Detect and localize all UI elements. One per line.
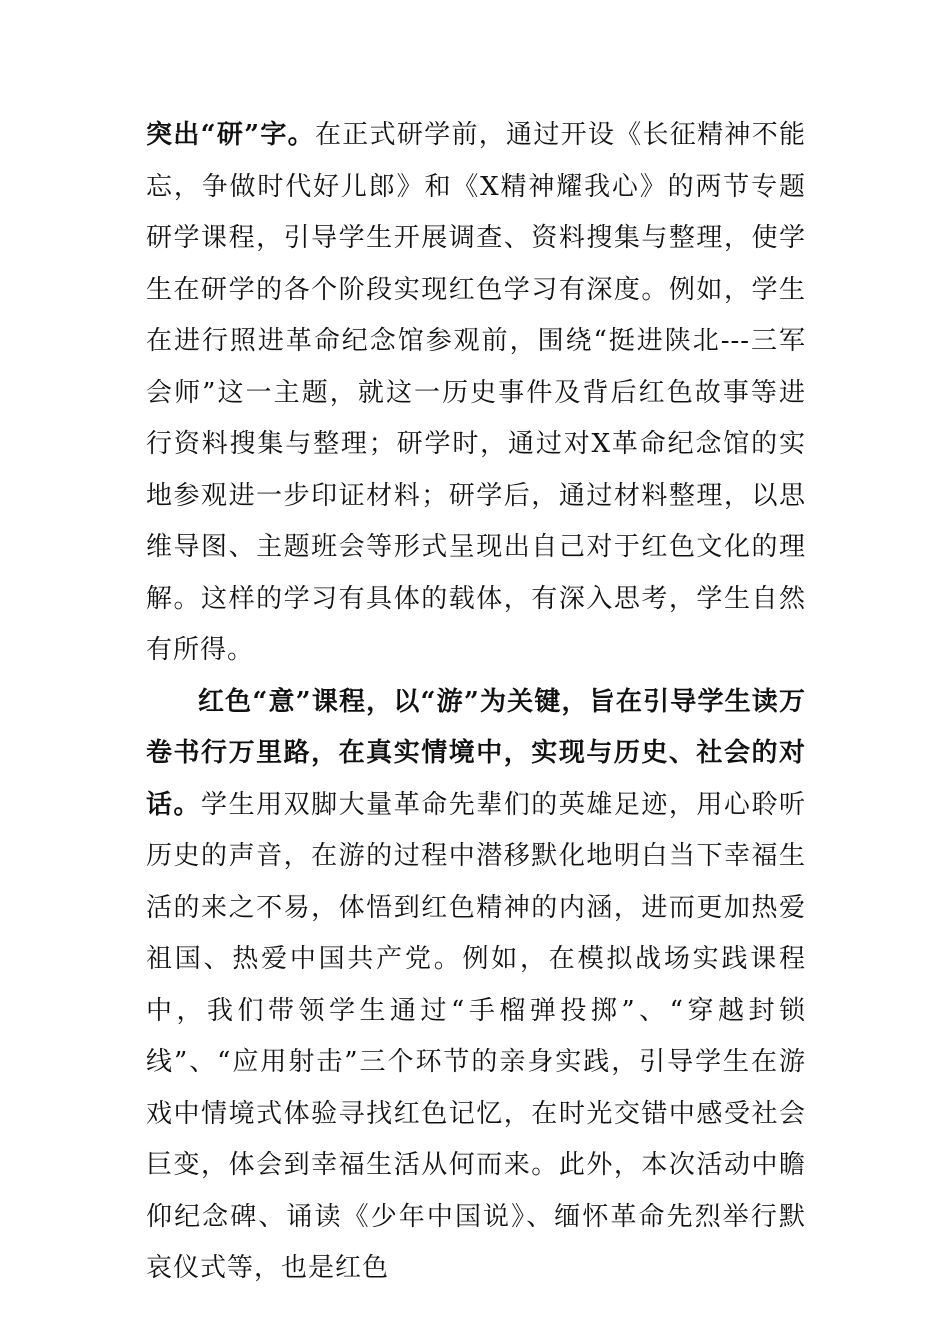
paragraph-travel [146,677,806,1295]
paragraph-research [146,110,806,677]
paragraph-travel-lead: 红色“意”课程，以“游”为关键，旨在引导学生读万卷书行万里路，在真实情境中，实现与历史、社会的对话。 [146,686,806,820]
paragraph-research-body: 在正式研学前，通过开设《长征精神不能忘，争做时代好儿郎》和《X精神耀我心》的两节专题研学课程，引导学生开展调查、资料搜集与整理，使学生在研学的各个阶段实现红色学习有深度。例如，学生在进行照进革命纪念馆参观前，围绕“挺进陕北---三军会师”这一主题，就这一历史事件及背后红色故事等进行资料搜集与整理；研学时，通过对X革命纪念馆的实地参观进一步印证材料；研学后，通过材料整理，以思维导图、主题班会等形式呈现出自己对于红色文化的理解。这样的学习有具体的载体，有深入思考，学生自然有所得。 [146,120,806,665]
paragraph-travel-body: 学生用双脚大量革命先辈们的英雄足迹，用心聆听历史的声音，在游的过程中潜移默化地明白当下幸福生活的来之不易，体悟到红色精神的内涵，进而更加热爱祖国、热爱中国共产党。例如，在模拟战场实践课程中，我们带领学生通过“手榴弹投掷”、“穿越封锁线”、“应用射击”三个环节的亲身实践，引导学生在游戏中情境式体验寻找红色记忆，在时光交错中感受社会巨变，体会到幸福生活从何而来。此外，本次活动中瞻仰纪念碑、诵读《少年中国说》、缅怀革命先烈举行默哀仪式等，也是红色 [146,789,806,1283]
document-page [146,110,806,1295]
paragraph-research-lead: 突出“研”字。 [146,120,315,150]
